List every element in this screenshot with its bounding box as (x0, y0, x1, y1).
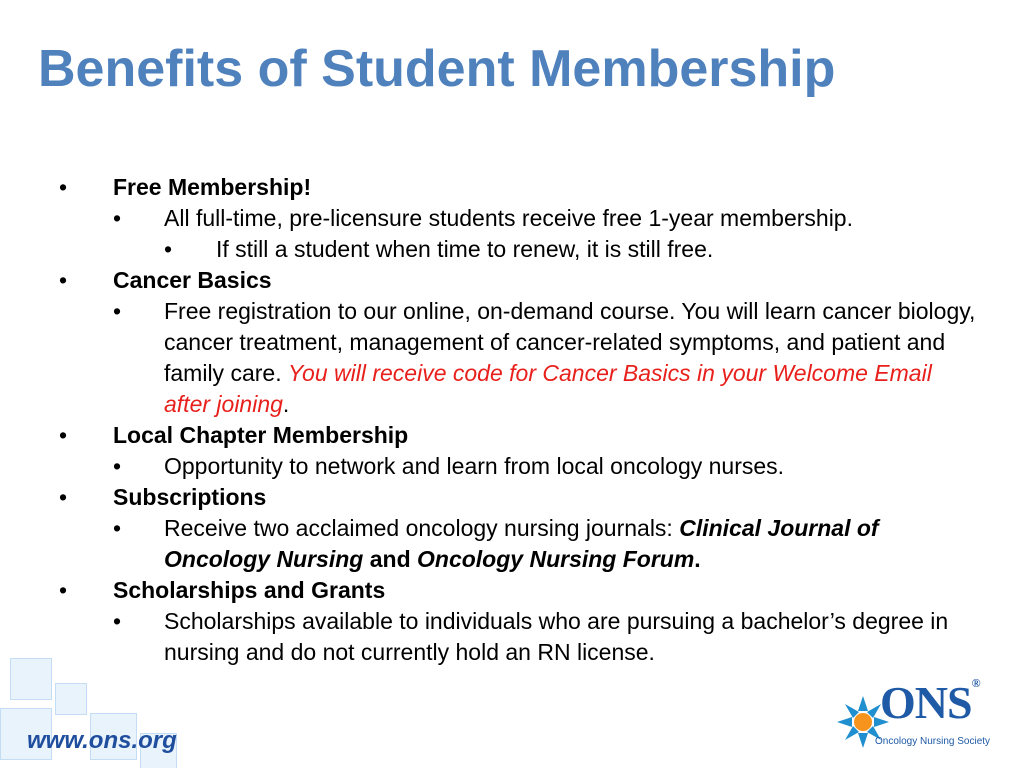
decor-square (10, 658, 52, 700)
heading-free-membership: Free Membership! (113, 174, 312, 200)
ons-logo (835, 676, 1010, 760)
sub-bullet-cancer (0, 296, 1024, 420)
text-cancer: Free registration to our online, on-demand course. You will learn cancer biology, cancer treatment, management of cancer-related symptoms, and patient and family care. (164, 298, 976, 386)
sub-bullet-chapter (0, 451, 1024, 482)
bullet-marker: • (59, 174, 68, 200)
text-scholarships: Scholarships available to individuals who are pursuing a bachelor’s degree in nursing and do not currently hold an RN license. (164, 608, 949, 665)
text-free-2: If still a student when time to renew, it is still free. (216, 236, 714, 262)
bullet-marker: • (113, 608, 122, 634)
heading-subscriptions: Subscriptions (113, 484, 267, 510)
text-subscriptions: Receive two acclaimed oncology nursing journals: (164, 515, 680, 541)
journal-2: Oncology Nursing Forum (417, 546, 695, 572)
bullet-marker: • (113, 298, 122, 324)
slide-title: Benefits of Student Membership (38, 40, 836, 98)
sub-sub-bullet-free-2 (0, 234, 1024, 265)
sub-bullet-subscriptions (0, 513, 1024, 575)
heading-scholarships: Scholarships and Grants (113, 577, 386, 603)
sub-bullet-free-1 (0, 203, 1024, 234)
bullet-marker: • (59, 267, 68, 293)
heading-local-chapter: Local Chapter Membership (113, 422, 409, 448)
text-and: and (363, 546, 418, 572)
heading-cancer-basics: Cancer Basics (113, 267, 272, 293)
website-link[interactable]: www.ons.org (27, 727, 177, 754)
logo-subtitle: Oncology Nursing Society (875, 736, 991, 747)
bullet-marker: • (113, 515, 122, 541)
bullet-marker: • (113, 453, 122, 479)
bullet-cancer-basics (0, 265, 1024, 296)
text-free-1: All full-time, pre-licensure students receive free 1-year membership. (164, 205, 853, 231)
bullet-local-chapter (0, 420, 1024, 451)
logo-wordmark (880, 676, 980, 729)
text-cancer-end: . (282, 391, 290, 417)
bullet-free-membership (0, 172, 1024, 203)
decor-square (55, 683, 87, 715)
registered-mark: ® (971, 676, 980, 690)
text-subscriptions-end: . (694, 546, 701, 572)
bullet-marker: • (164, 236, 173, 262)
bullet-scholarships (0, 575, 1024, 606)
bullet-subscriptions (0, 482, 1024, 513)
bullet-marker: • (59, 422, 68, 448)
bullet-list (0, 172, 1024, 668)
text-cancer-highlight: You will receive code for Cancer Basics in your Welcome Email after joining (164, 360, 932, 417)
logo-text: ONS (880, 677, 972, 728)
bullet-marker: • (59, 484, 68, 510)
journal-1: Clinical Journal of Oncology Nursing (164, 515, 879, 572)
bullet-marker: • (59, 577, 68, 603)
text-chapter: Opportunity to network and learn from local oncology nurses. (164, 453, 785, 479)
bullet-marker: • (113, 205, 122, 231)
